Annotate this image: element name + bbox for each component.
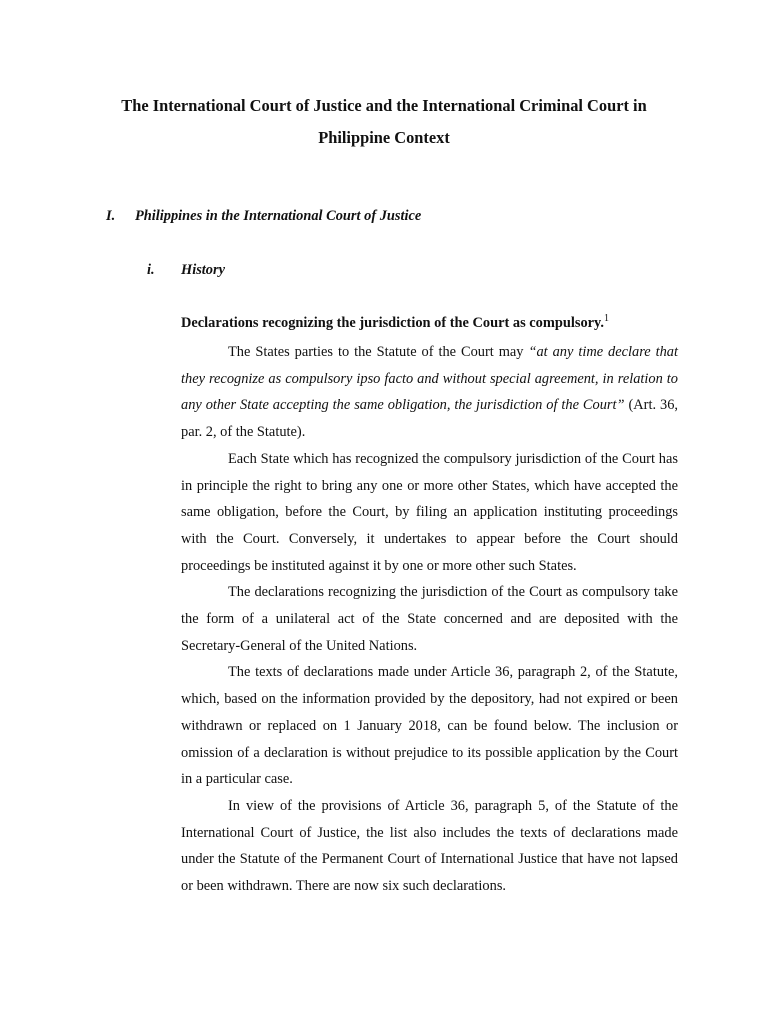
section-number: I. xyxy=(106,208,116,224)
paragraph-heading-text: Declarations recognizing the jurisdiction of the Court as compulsory. xyxy=(181,315,605,331)
document-title: The International Court of Justice and the International Criminal Court in Philippine Context xyxy=(121,96,647,147)
paragraph-5: In view of the provisions of Article 36, paragraph 5, of the Statute of the International Court of Justice, the list also includes the texts of declarations made under the Statute of the Permanent Court of International Justice that have not lapsed or been withdrawn. There are now six such declarations. xyxy=(181,797,678,895)
paragraph-4: The texts of declarations made under Article 36, paragraph 2, of the Statute, which, based on the information provided by the depository, had not expired or been withdrawn or replaced on 1 January 2018, can be found below. The inclusion or omission of a declaration is without prejudice to its possible application by the Court in a particular case. xyxy=(181,664,678,788)
paragraph-1-intro: The States parties to the Statute of the Court may xyxy=(228,344,529,360)
subsection-title: History xyxy=(181,262,225,278)
subsection-number: i. xyxy=(147,262,155,278)
subsection-heading xyxy=(147,262,225,279)
section-title: Philippines in the International Court of Justice xyxy=(135,208,422,224)
body-text xyxy=(181,339,678,900)
paragraph-1 xyxy=(181,339,678,446)
footnote-marker[interactable]: 1 xyxy=(604,313,610,324)
paragraph-1-outro: (Art. 36, par. 2, of the Statute). xyxy=(181,397,678,441)
paragraph-3: The declarations recognizing the jurisdiction of the Court as compulsory take the form of a unilateral act of the State concerned and are deposited with the Secretary-General of the United Nations. xyxy=(181,584,678,654)
paragraph-heading xyxy=(181,315,609,332)
statute-quote: “at any time declare that they recognize as compulsory ipso facto and without special agreement, in relation to any other State accepting the same obligation, the jurisdiction of the Court” xyxy=(181,344,678,414)
section-heading xyxy=(106,208,421,225)
paragraph-2: Each State which has recognized the compulsory jurisdiction of the Court has in principle the right to bring any one or more other States, which have accepted the same obligation, before the Court, by filing an application instituting proceedings with the Court. Conversely, it undertakes to appear before the Court should proceedings be instituted against it by one or more other such States. xyxy=(181,450,678,574)
